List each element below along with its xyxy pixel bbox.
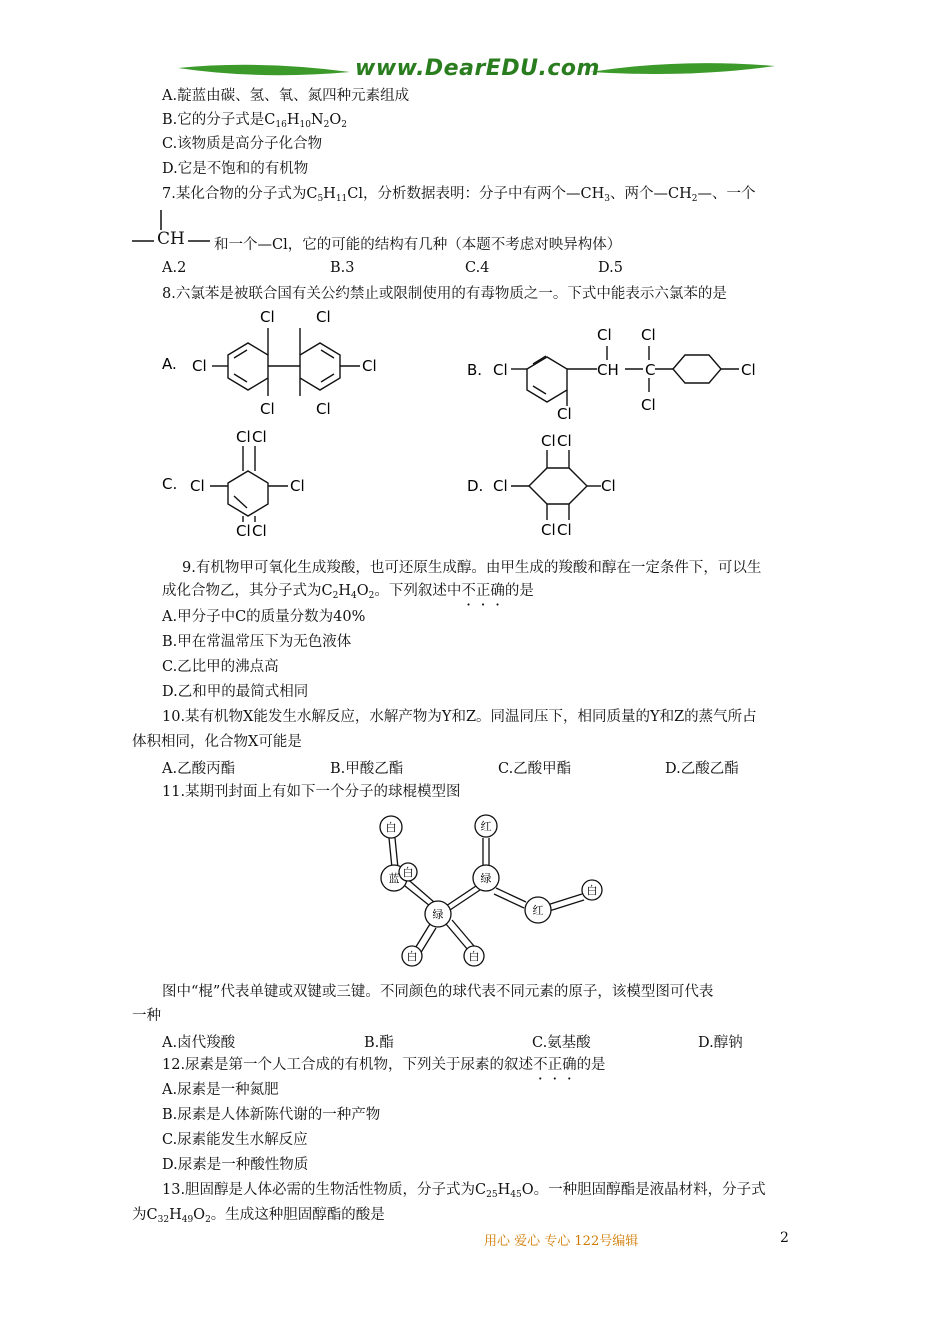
q12-option-d: D.尿素是一种酸性物质 [162,1157,309,1173]
q11-desc1: 图中“棍”代表单键或双键或三键。不同颜色的球代表不同元素的原子，该模型图可代表 [162,984,714,1000]
q6-option-a: A.靛蓝由碳、氢、氧、氮四种元素组成 [162,88,410,104]
q8-text: 8.六氯苯是被联合国有关公约禁止或限制使用的有毒物质之一。下式中能表示六氯苯的是 [162,286,727,302]
ch-group-label: CH [157,229,185,249]
q11-option-b: B.酯 [364,1035,394,1051]
q11-option-c: C.氨基酸 [532,1035,591,1051]
svg-text:白: 白 [586,884,598,897]
q10-option-a: A.乙酸丙酯 [162,761,236,777]
svg-text:白: 白 [385,821,397,834]
q7-option-c: C.4 [465,260,490,276]
ball-stick-model [370,810,610,970]
svg-text:红: 红 [480,820,492,833]
q13-line2: 为$C_{32}H_{49}O_2$。生成这种胆固醇酯的酸是 [132,1207,385,1225]
svg-text:蓝: 蓝 [388,872,400,885]
svg-text:Cl: Cl [541,521,556,539]
q12-option-b: B.尿素是人体新陈代谢的一种产物 [162,1107,381,1123]
svg-text:Cl: Cl [493,477,508,495]
q7-option-a: A.2 [162,260,187,276]
svg-text:Cl: Cl [541,432,556,450]
svg-text:Cl: Cl [260,308,275,326]
page-number: 2 [780,1230,789,1246]
q9-option-a: A.甲分子中C的质量分数为40% [162,609,366,625]
structure-d-label: D. [467,477,484,495]
svg-text:Cl: Cl [597,326,612,344]
svg-text:Cl: Cl [236,428,251,446]
svg-text:Cl: Cl [557,521,572,539]
svg-text:Cl: Cl [741,361,756,379]
svg-text:Cl: Cl [316,308,331,326]
q10-option-b: B.甲酸乙酯 [330,761,404,777]
q6-option-b: B.它的分子式是$C_{16}H_{10}N_2O_2$ [162,112,347,130]
svg-text:白: 白 [402,866,414,879]
svg-text:白: 白 [406,950,418,963]
structure-b [465,320,785,430]
q12-option-a: A.尿素是一种氮肥 [162,1082,279,1098]
q7-text-2: 和一个—Cl，它的可能的结构有几种（本题不考虑对映异构体） [214,237,622,253]
svg-text:绿: 绿 [480,872,492,885]
q7-option-d: D.5 [598,260,623,276]
svg-text:Cl: Cl [260,400,275,416]
q13-line1: 13.胆固醇是人体必需的生物活性物质，分子式为$C_{25}H_{45}O$。一种胆固醇酯是液晶材料，分子式 [162,1182,766,1200]
q7-option-b: B.3 [330,260,355,276]
structure-a [160,306,440,416]
q9-line2: 成化合物乙，其分子式为$C_2H_4O_2$。下列叙述中不正确的是 [162,583,534,601]
svg-text:Cl: Cl [252,522,267,540]
q6-option-d: D.它是不饱和的有机物 [162,161,309,177]
svg-text:Cl: Cl [190,477,205,495]
svg-text:白: 白 [468,950,480,963]
q10-option-d: D.乙酸乙酯 [665,761,739,777]
q9-option-d: D.乙和甲的最简式相同 [162,684,309,700]
svg-text:Cl: Cl [641,396,656,414]
structure-b-label: B. [467,361,483,379]
structure-c [160,426,380,541]
svg-text:Cl: Cl [641,326,656,344]
svg-text:Cl: Cl [557,432,572,450]
svg-text:Cl: Cl [236,522,251,540]
svg-text:Cl: Cl [601,477,616,495]
q10-line2: 体积相同，化合物X可能是 [132,734,302,750]
q9-option-c: C.乙比甲的沸点高 [162,659,279,675]
svg-text:Cl: Cl [192,357,207,375]
q10-option-c: C.乙酸甲酯 [498,761,572,777]
svg-text:Cl: Cl [493,361,508,379]
q9-option-b: B.甲在常温常压下为无色液体 [162,634,352,650]
q12-option-c: C.尿素能发生水解反应 [162,1132,308,1148]
svg-text:Cl: Cl [252,428,267,446]
q12-text: 12.尿素是第一个人工合成的有机物，下列关于尿素的叙述不正确的是 [162,1057,606,1073]
q6-option-c: C.该物质是高分子化合物 [162,136,323,152]
svg-text:红: 红 [532,904,544,917]
svg-text:CH: CH [597,361,619,379]
svg-text:Cl: Cl [362,357,377,375]
q11-desc2: 一种 [132,1008,161,1024]
structure-d [465,428,685,543]
q10-line1: 10.某有机物X能发生水解反应，水解产物为Y和Z。同温同压下，相同质量的Y和Z的蒸气所占 [162,709,757,725]
svg-text:Cl: Cl [290,477,305,495]
structure-c-label: C. [162,475,178,493]
svg-text:Cl: Cl [316,400,331,416]
structure-a-label: A. [162,355,177,373]
site-logo[interactable]: www.DearEDU.com [355,56,600,81]
q9-line1: 9.有机物甲可氧化生成羧酸，也可还原生成醇。由甲生成的羧酸和醇在一定条件下，可以生 [182,560,762,576]
q11-option-a: A.卤代羧酸 [162,1035,236,1051]
svg-text:绿: 绿 [432,908,444,921]
svg-text:C: C [645,361,656,379]
q11-text: 11.某期刊封面上有如下一个分子的球棍模型图 [162,784,461,800]
svg-text:Cl: Cl [557,405,572,423]
footer-text: 用心 爱心 专心 122号编辑 [484,1234,639,1249]
q7-text: 7.某化合物的分子式为$C_5H_{11}Cl$，分析数据表明：分子中有两个$—CH_3$、两个$—CH_2—$、一个 [162,186,756,204]
q11-option-d: D.醇钠 [698,1035,743,1051]
